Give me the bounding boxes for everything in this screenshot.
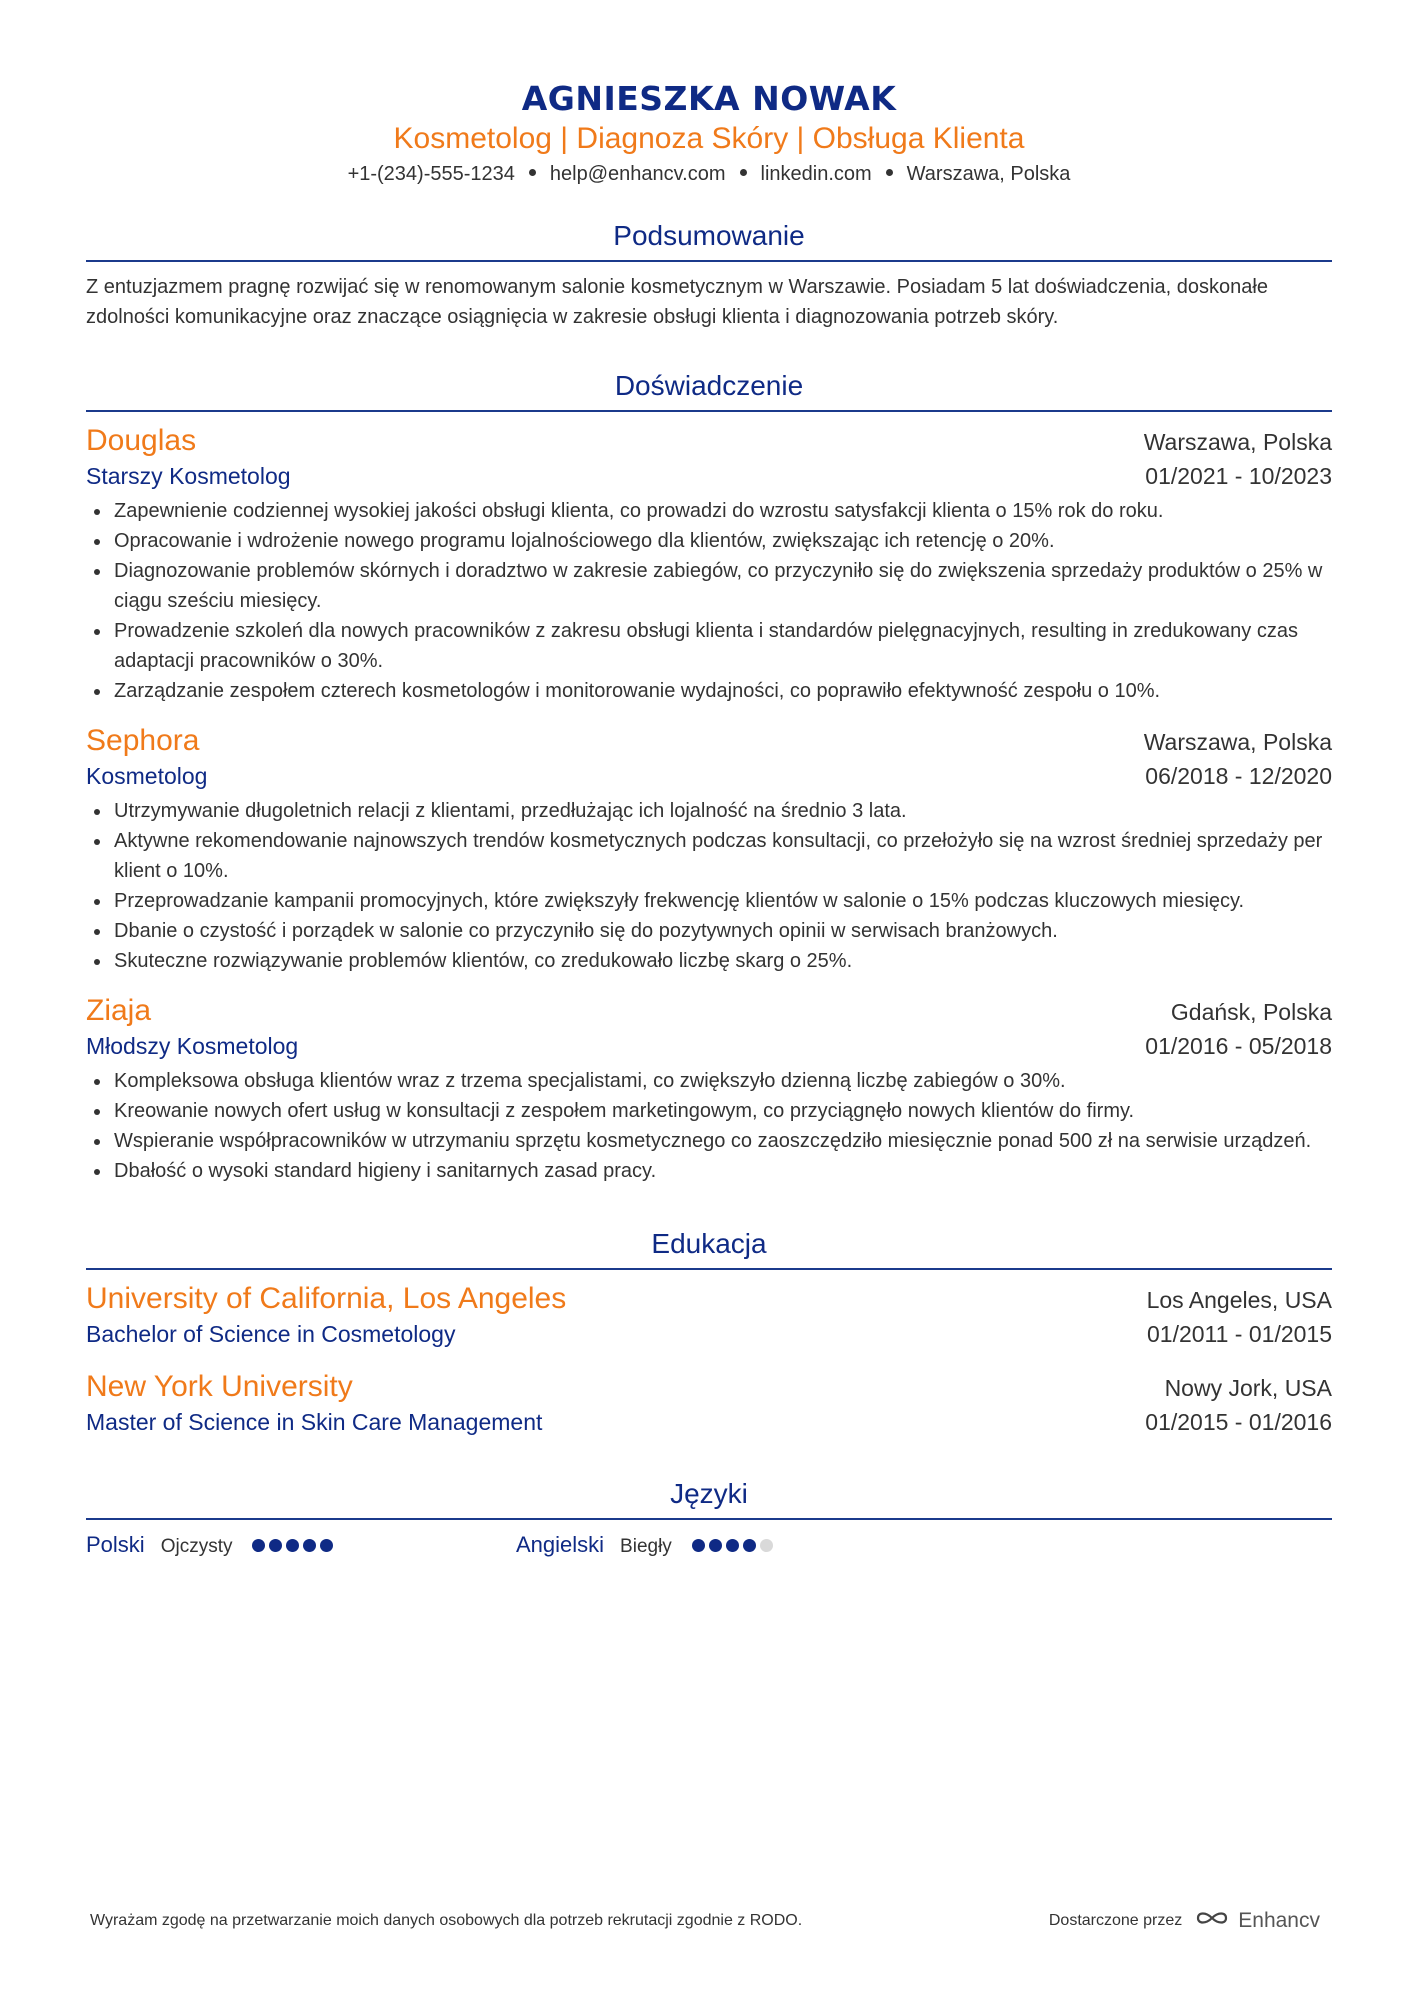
education-degree: Master of Science in Skin Care Management bbox=[86, 1409, 543, 1435]
list-item: Zapewnienie codziennej wysokiej jakości obsługi klienta, co prowadzi do wzrostu satysfakcji klienta o 15% rok do roku. bbox=[86, 496, 1332, 526]
education-location: Los Angeles, USA bbox=[1146, 1287, 1332, 1313]
education-degree: Bachelor of Science in Cosmetology bbox=[86, 1321, 456, 1347]
language-rating bbox=[692, 1539, 777, 1552]
job-subheader-row bbox=[86, 1030, 1332, 1062]
experience-section bbox=[86, 368, 1332, 1186]
job-subheader-row bbox=[86, 760, 1332, 792]
languages-section bbox=[86, 1476, 1332, 1558]
contact-phone[interactable]: +1-(234)-555-1234 bbox=[347, 163, 515, 185]
education-school: New York University bbox=[86, 1370, 353, 1403]
job-company: Ziaja bbox=[86, 994, 152, 1027]
list-item: Skuteczne rozwiązywanie problemów klientów, co zredukowało liczbę skarg o 25%. bbox=[86, 946, 1332, 976]
powered-by-label: Dostarczone przez bbox=[1048, 1911, 1183, 1929]
job-location: Gdańsk, Polska bbox=[1170, 999, 1332, 1025]
list-item: Opracowanie i wdrożenie nowego programu lojalnościowego dla klientów, zwiększając ich retencję o 20%. bbox=[86, 526, 1332, 556]
section-title-education: Edukacja bbox=[86, 1226, 1332, 1270]
job-header-row bbox=[86, 992, 1332, 1030]
job-location: Warszawa, Polska bbox=[1143, 429, 1332, 455]
rating-dot-filled bbox=[303, 1539, 316, 1552]
rating-dot-empty bbox=[760, 1539, 773, 1552]
section-title-summary: Podsumowanie bbox=[86, 218, 1332, 262]
list-item: Prowadzenie szkoleń dla nowych pracowników z zakresu obsługi klienta i standardów pielęgnacyjnych, resulting in zredukowany czas adaptacji pracowników o 30%. bbox=[86, 616, 1332, 676]
job-bullets bbox=[86, 1066, 1332, 1186]
enhancv-logo-icon bbox=[1194, 1908, 1230, 1933]
rating-dot-filled bbox=[269, 1539, 282, 1552]
language-item bbox=[86, 1532, 516, 1558]
language-level: Biegły bbox=[620, 1536, 672, 1557]
job-entry bbox=[86, 422, 1332, 706]
page-footer bbox=[90, 1908, 1320, 1933]
job-subheader-row bbox=[86, 460, 1332, 492]
education-school: University of California, Los Angeles bbox=[86, 1282, 567, 1315]
resume-header bbox=[86, 78, 1332, 188]
bullet-separator bbox=[740, 169, 747, 176]
education-section bbox=[86, 1226, 1332, 1438]
summary-text: Z entuzjazmem pragnę rozwijać się w renomowanym salonie kosmetycznym w Warszawie. Posiadam 5 lat doświadczenia, doskonałe zdolności komunikacyjne oraz znaczące osiągnięcia w zakresie obsługi klienta i diagnozowania potrzeb skóry. bbox=[86, 276, 1268, 328]
languages-list bbox=[86, 1532, 1332, 1558]
job-dates: 06/2018 - 12/2020 bbox=[1145, 763, 1332, 789]
language-rating bbox=[252, 1539, 337, 1552]
job-location: Warszawa, Polska bbox=[1143, 729, 1332, 755]
job-company: Sephora bbox=[86, 724, 200, 757]
list-item: Aktywne rekomendowanie najnowszych trendów kosmetycznych podczas konsultacji, co przełożyło się na wzrost średniej sprzedaży per klient o 10%. bbox=[86, 826, 1332, 886]
education-header-row bbox=[86, 1368, 1332, 1406]
job-role: Młodszy Kosmetolog bbox=[86, 1033, 299, 1059]
resume-content bbox=[86, 78, 1332, 1558]
bullet-separator bbox=[886, 169, 893, 176]
education-location: Nowy Jork, USA bbox=[1164, 1375, 1332, 1401]
contact-line bbox=[86, 160, 1332, 188]
list-item: Kreowanie nowych ofert usług w konsultacji z zespołem marketingowym, co przyciągnęło nowych klientów do firmy. bbox=[86, 1096, 1332, 1126]
bullet-separator bbox=[529, 169, 536, 176]
job-header-row bbox=[86, 422, 1332, 460]
education-dates: 01/2011 - 01/2015 bbox=[1146, 1321, 1332, 1347]
language-item bbox=[516, 1532, 946, 1558]
rating-dot-filled bbox=[726, 1539, 739, 1552]
education-subheader-row bbox=[86, 1318, 1332, 1350]
education-dates: 01/2015 - 01/2016 bbox=[1145, 1409, 1332, 1435]
list-item: Diagnozowanie problemów skórnych i doradztwo w zakresie zabiegów, co przyczyniło się do zwiększenia sprzedaży produktów o 25% w ciągu sześciu miesięcy. bbox=[86, 556, 1332, 616]
list-item: Kompleksowa obsługa klientów wraz z trzema specjalistami, co zwiększyło dzienną liczbę zabiegów o 30%. bbox=[86, 1066, 1332, 1096]
contact-email[interactable]: help@enhancv.com bbox=[549, 163, 726, 185]
summary-section bbox=[86, 218, 1332, 332]
education-header-row bbox=[86, 1280, 1332, 1318]
candidate-name: AGNIESZKA NOWAK bbox=[521, 79, 897, 118]
list-item: Utrzymywanie długoletnich relacji z klientami, przedłużając ich lojalność na średnio 3 lata. bbox=[86, 796, 1332, 826]
gdpr-consent: Wyrażam zgodę na przetwarzanie moich danych osobowych dla potrzeb rekrutacji zgodnie z RODO. bbox=[90, 1911, 803, 1929]
job-company: Douglas bbox=[86, 424, 197, 457]
rating-dot-filled bbox=[320, 1539, 333, 1552]
list-item: Dbanie o czystość i porządek w salonie co przyczyniło się do pozytywnych opinii w serwisach branżowych. bbox=[86, 916, 1332, 946]
job-entry bbox=[86, 722, 1332, 976]
enhancv-brand[interactable]: Enhancv bbox=[1238, 1908, 1320, 1932]
list-item: Wspieranie współpracowników w utrzymaniu sprzętu kosmetycznego co zaoszczędziło miesięcznie ponad 500 zł na serwisie urządzeń. bbox=[86, 1126, 1332, 1156]
education-entry bbox=[86, 1280, 1332, 1350]
rating-dot-filled bbox=[286, 1539, 299, 1552]
job-dates: 01/2016 - 05/2018 bbox=[1145, 1033, 1332, 1059]
language-name: Angielski bbox=[516, 1532, 605, 1557]
list-item: Zarządzanie zespołem czterech kosmetologów i monitorowanie wydajności, co poprawiło efektywność zespołu o 10%. bbox=[86, 676, 1332, 706]
section-title-experience: Doświadczenie bbox=[86, 368, 1332, 412]
candidate-tagline: Kosmetolog | Diagnoza Skóry | Obsługa Klienta bbox=[393, 122, 1025, 155]
job-header-row bbox=[86, 722, 1332, 760]
education-entry bbox=[86, 1368, 1332, 1438]
rating-dot-filled bbox=[743, 1539, 756, 1552]
rating-dot-filled bbox=[252, 1539, 265, 1552]
education-subheader-row bbox=[86, 1406, 1332, 1438]
job-bullets bbox=[86, 496, 1332, 706]
job-role: Kosmetolog bbox=[86, 763, 208, 789]
job-entry bbox=[86, 992, 1332, 1186]
rating-dot-filled bbox=[692, 1539, 705, 1552]
job-role: Starszy Kosmetolog bbox=[86, 463, 291, 489]
contact-location: Warszawa, Polska bbox=[906, 163, 1071, 185]
section-title-languages: Języki bbox=[86, 1476, 1332, 1520]
language-name: Polski bbox=[86, 1532, 145, 1557]
job-bullets bbox=[86, 796, 1332, 976]
rating-dot-filled bbox=[709, 1539, 722, 1552]
list-item: Przeprowadzanie kampanii promocyjnych, które zwiększyły frekwencję klientów w salonie o 15% podczas kluczowych miesięcy. bbox=[86, 886, 1332, 916]
job-dates: 01/2021 - 10/2023 bbox=[1145, 463, 1332, 489]
list-item: Dbałość o wysoki standard higieny i sanitarnych zasad pracy. bbox=[86, 1156, 1332, 1186]
contact-linkedin[interactable]: linkedin.com bbox=[760, 163, 872, 185]
language-level: Ojczysty bbox=[160, 1536, 233, 1557]
powered-by bbox=[1049, 1908, 1320, 1933]
